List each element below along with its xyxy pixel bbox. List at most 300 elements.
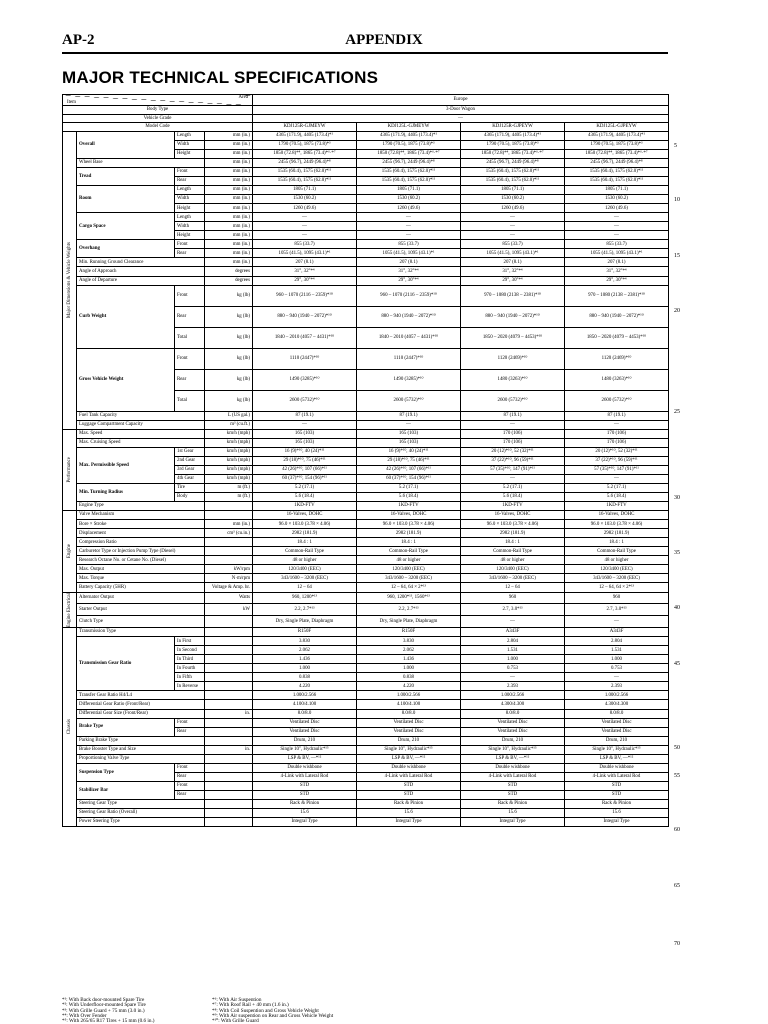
table-row [63, 511, 669, 520]
spec-value: 16-Valves, DOHC [565, 511, 669, 520]
row-item: Room [77, 186, 175, 213]
spec-value: — [461, 673, 565, 682]
table-row [63, 763, 669, 772]
spec-value: — [253, 213, 357, 222]
row-subitem: In Fifth [175, 673, 205, 682]
row-unit [205, 818, 253, 827]
spec-value: 165 (103) [253, 429, 357, 438]
row-unit [205, 556, 253, 565]
table-row [63, 547, 669, 556]
spec-value: 120/3400 (EEC) [461, 565, 565, 574]
page-title: MAJOR TECHNICAL SPECIFICATIONS [62, 68, 379, 87]
row-subitem: Front [175, 781, 205, 790]
spec-value: Drum, 210 [253, 736, 357, 745]
spec-value: 1480 (3263)*¹⁰ [461, 369, 565, 390]
spec-value: Integral Type [461, 818, 565, 827]
section-title: APPENDIX [345, 32, 423, 48]
spec-value: — [461, 213, 565, 222]
row-item: Stabilizer Bar [77, 781, 175, 799]
row-unit [205, 655, 253, 664]
spec-value: 8.0/8.0 [461, 709, 565, 718]
table-row [63, 583, 669, 592]
spec-value: 4-Link with Lateral Rod [357, 772, 461, 781]
spec-value: 1.531 [565, 646, 669, 655]
spec-value: 4-Link with Lateral Rod [565, 772, 669, 781]
row-item: Brake Type [77, 718, 175, 736]
row-unit: mm (in.) [205, 520, 253, 529]
row-unit: km/h (mph) [205, 456, 253, 465]
row-item: Alternator Output [77, 592, 205, 604]
row-unit: km/h (mph) [205, 429, 253, 438]
row-unit: km/h (mph) [205, 438, 253, 447]
table-row [63, 628, 669, 637]
spec-value: 96.0 × 103.0 (3.78 × 4.06) [357, 520, 461, 529]
spec-value: 970 – 1080 (2138 – 2381)*¹⁰ [461, 285, 565, 306]
spec-value: — [253, 222, 357, 231]
spec-value: 16 (9)*¹⁰, 40 (24)*¹¹ [253, 447, 357, 456]
footnote: *⁴: With Over Fender [62, 1012, 107, 1019]
spec-value: STD [253, 781, 357, 790]
spec-value: 1490 (3285)*¹⁰ [357, 369, 461, 390]
spec-value: 2982 (181.9) [461, 529, 565, 538]
spec-table [62, 94, 669, 827]
spec-value: 1KD-FTV [253, 502, 357, 511]
table-row [63, 799, 669, 808]
row-unit: kg (lb) [205, 306, 253, 327]
spec-value: 1055 (41.5), 1095 (43.1)*¹ [461, 249, 565, 258]
footnote: *⁶: With Air Suspention [212, 997, 262, 1003]
row-unit: kg (lb) [205, 327, 253, 348]
model-code-label: Model Code [63, 123, 253, 132]
row-unit: mm (in.) [205, 140, 253, 149]
table-row [63, 240, 669, 249]
row-unit: km/h (mph) [205, 447, 253, 456]
spec-value: 2.2, 2.7*¹³ [357, 604, 461, 616]
row-item: Angle of Approach [77, 267, 205, 276]
spec-value: 57 (35)*¹⁰, 147 (91)*¹¹ [461, 465, 565, 474]
spec-value: Ventilated Disc [253, 727, 357, 736]
row-subitem: 1st Gear [175, 447, 205, 456]
row-item: Differential Gear Size (Front/Rear) [77, 709, 205, 718]
row-unit [205, 799, 253, 808]
spec-value: 4365 (171.9), 4405 (173.4)*¹ [461, 131, 565, 140]
row-unit: m (ft.) [205, 483, 253, 492]
spec-value: Single 10", Hydraulic*¹⁵ [565, 745, 669, 754]
spec-value: 5.2 (17.1) [253, 483, 357, 492]
spec-value: 48 or higher [357, 556, 461, 565]
spec-value: 20 (12)*¹⁰, 52 (32)*¹¹ [565, 447, 669, 456]
spec-value: STD [357, 781, 461, 790]
vehicle-grade-label: Vehicle Grade [63, 114, 253, 123]
spec-value: 18.4 : 1 [253, 538, 357, 547]
spec-value: — [565, 673, 669, 682]
spec-value: 1535 (60.4), 1575 (62.0)*¹¹ [461, 167, 565, 176]
row-subitem: In Fourth [175, 664, 205, 673]
row-unit [205, 718, 253, 727]
row-unit [205, 700, 253, 709]
spec-value: 1.000/2.566 [253, 691, 357, 700]
spec-value: 1.436 [357, 655, 461, 664]
spec-value: LSP & BV, —*¹² [253, 754, 357, 763]
spec-value: 960 – 1070 (2116 – 2359)*¹⁰ [357, 285, 461, 306]
table-row [63, 438, 669, 447]
table-row [63, 502, 669, 511]
spec-value: 1260 (49.6) [461, 204, 565, 213]
spec-value: 970 – 1080 (2138 – 2381)*¹⁰ [565, 285, 669, 306]
table-row [63, 267, 669, 276]
spec-value: 16-Valves, DOHC [461, 511, 565, 520]
spec-value: 1120 (2469)*¹⁰ [565, 348, 669, 369]
spec-value: 37 (22)*¹⁰, 96 (59)*¹¹ [461, 456, 565, 465]
row-unit: kg (lb) [205, 369, 253, 390]
spec-value: STD [461, 781, 565, 790]
spec-value: Common-Rail Type [357, 547, 461, 556]
line-number: 15 [674, 253, 680, 259]
row-item: Compression Ratio [77, 538, 205, 547]
spec-value: Common-Rail Type [565, 547, 669, 556]
spec-value: 120/3400 (EEC) [357, 565, 461, 574]
spec-value: 165 (103) [357, 438, 461, 447]
spec-value: 15.6 [253, 809, 357, 818]
row-item: Clutch Type [77, 616, 205, 628]
spec-value: — [461, 231, 565, 240]
row-subitem: Front [175, 285, 205, 306]
row-unit: kW [205, 604, 253, 616]
spec-value: Double wishbone [357, 763, 461, 772]
row-unit: kg (lb) [205, 348, 253, 369]
spec-value: Rack & Pinion [461, 799, 565, 808]
row-unit: mm (in.) [205, 213, 253, 222]
spec-value: 1480 (3263)*¹⁰ [565, 369, 669, 390]
row-item: Max. Output [77, 565, 205, 574]
model-code: KDJ125L-GJMEYW [357, 123, 461, 132]
row-subitem: In First [175, 637, 205, 646]
spec-value: 2.062 [253, 646, 357, 655]
row-subitem: Width [175, 222, 205, 231]
spec-value: 0.838 [357, 673, 461, 682]
spec-value: R150F [253, 628, 357, 637]
row-subitem: Front [175, 348, 205, 369]
spec-value: 1790 (70.5), 1875 (73.8)*³ [461, 140, 565, 149]
group-label: Major Dimensions & Vehicle Weights [63, 131, 77, 429]
spec-value: 42 (26)*¹⁰, 107 (66)*¹¹ [253, 465, 357, 474]
table-row [63, 709, 669, 718]
table-row [63, 348, 669, 369]
footnote: *⁹: With Air suspention on Rear and Gross Vehicle Weight [212, 1012, 334, 1019]
spec-value: 29 (18)*¹⁰, 75 (46)*¹¹ [357, 456, 461, 465]
spec-value: 880 – 940 (1940 – 2072)*¹⁰ [357, 306, 461, 327]
spec-value: 12 – 64 [461, 583, 565, 592]
spec-value: 2455 (96.7), 2449 (96.4)*⁸ [253, 158, 357, 167]
spec-value: 1535 (60.4), 1575 (62.0)*¹¹ [461, 177, 565, 186]
table-row [63, 520, 669, 529]
row-subitem: Total [175, 390, 205, 411]
spec-value: 5.2 (17.1) [357, 483, 461, 492]
row-subitem: Front [175, 763, 205, 772]
group-label: Engine [63, 511, 77, 592]
row-unit: mm (in.) [205, 231, 253, 240]
spec-value: 1.000/2.566 [461, 691, 565, 700]
spec-value: Ventilated Disc [357, 718, 461, 727]
spec-value: 170 (106) [461, 438, 565, 447]
row-item: Carburetor Type or Injection Pump Type (Diesel) [77, 547, 205, 556]
spec-value: — [357, 222, 461, 231]
spec-value: 207 (8.1) [253, 258, 357, 267]
table-row [63, 754, 669, 763]
spec-value: 1840 – 2010 (4057 – 4431)*¹⁰ [253, 327, 357, 348]
row-unit: mm (in.) [205, 167, 253, 176]
footnote: *²: With Underfloor-mounted Spare Tire [62, 1002, 146, 1009]
row-subitem: Front [175, 240, 205, 249]
row-item: Starter Output [77, 604, 205, 616]
spec-value: 1790 (70.5), 1875 (73.8)*³ [253, 140, 357, 149]
spec-value: 8.0/8.0 [357, 709, 461, 718]
table-row [63, 718, 669, 727]
row-subitem: Height [175, 204, 205, 213]
spec-value: 1120 (2469)*¹⁰ [461, 348, 565, 369]
row-subitem: Tire [175, 483, 205, 492]
spec-value: 1260 (49.6) [253, 204, 357, 213]
vehicle-grade-value: — [253, 114, 669, 123]
footnote: *⁸: With Coil Suspention and Gross Vehicle Weight [212, 1007, 319, 1014]
spec-value: Ventilated Disc [461, 718, 565, 727]
spec-value: 2.062 [357, 646, 461, 655]
row-unit [205, 637, 253, 646]
spec-value: 1.000/2.566 [357, 691, 461, 700]
spec-value: — [565, 616, 669, 628]
spec-value: 15.6 [461, 809, 565, 818]
spec-value: 18.4 : 1 [357, 538, 461, 547]
row-subitem: 3rd Gear [175, 465, 205, 474]
spec-value: 1850 (72.8)*⁴, 1865 (73.4)*⁶·*⁷ [357, 149, 461, 158]
line-number: 55 [674, 773, 680, 779]
line-number: 70 [674, 941, 680, 947]
row-item: Suspension Type [77, 763, 175, 781]
spec-value: 29°, 30°*⁴ [357, 276, 461, 285]
spec-value: 8.0/8.0 [253, 709, 357, 718]
spec-value: 16-Valves, DOHC [357, 511, 461, 520]
spec-value: 1535 (60.4), 1575 (62.0)*¹¹ [357, 167, 461, 176]
row-subitem: In Second [175, 646, 205, 655]
row-unit [205, 763, 253, 772]
spec-value: 960, 1200*¹³, 1560*¹³ [357, 592, 461, 604]
row-subitem: Width [175, 195, 205, 204]
row-unit [205, 682, 253, 691]
row-item: Steering Gear Ratio (Overall) [77, 809, 205, 818]
spec-value: 1850 – 2020 (4079 – 4453)*¹⁰ [461, 327, 565, 348]
spec-value: 1055 (41.5), 1095 (43.1)*¹ [565, 249, 669, 258]
spec-value: 1850 (72.8)*⁴, 1865 (73.4)*⁶·*⁷ [461, 149, 565, 158]
spec-value: 1.436 [253, 655, 357, 664]
row-unit [205, 646, 253, 655]
spec-value: 1530 (60.2) [357, 195, 461, 204]
row-unit [205, 790, 253, 799]
spec-value: Double wishbone [253, 763, 357, 772]
spec-value: 2455 (96.7), 2449 (96.4)*⁸ [357, 158, 461, 167]
spec-value: LSP & BV, —*¹² [461, 754, 565, 763]
row-item: Min. Running Ground Clearance [77, 258, 205, 267]
spec-value: 2982 (181.9) [253, 529, 357, 538]
spec-value: STD [461, 790, 565, 799]
spec-value: 3.830 [357, 637, 461, 646]
row-item: Max. Speed [77, 429, 205, 438]
spec-value: Integral Type [253, 818, 357, 827]
spec-value: 207 (8.1) [461, 258, 565, 267]
spec-value: 18.4 : 1 [461, 538, 565, 547]
spec-value: 2600 (5732)*¹⁰ [253, 390, 357, 411]
spec-value: 2.804 [565, 637, 669, 646]
row-item: Proportioning Valve Type [77, 754, 205, 763]
row-unit: m (ft.) [205, 493, 253, 502]
area-value: Europe [253, 95, 669, 106]
spec-value: 12 – 64, 64 × 2*¹³ [565, 583, 669, 592]
row-item: Max. Cruising Speed [77, 438, 205, 447]
row-subitem: Rear [175, 369, 205, 390]
spec-value: 2982 (181.9) [357, 529, 461, 538]
table-row [63, 556, 669, 565]
row-item: Gross Vehicle Weight [77, 348, 175, 411]
table-row [63, 700, 669, 709]
row-item: Overhang [77, 240, 175, 258]
spec-value: — [565, 231, 669, 240]
footnote: *⁷: With Roof Rail + 40 mm (1.6 in.) [212, 1002, 289, 1009]
row-subitem: 4th Gear [175, 474, 205, 483]
group-label: Performance [63, 429, 77, 510]
spec-value: 343/1600 – 3200 (EEC) [253, 574, 357, 583]
spec-value: 880 – 940 (1940 – 2072)*¹⁰ [565, 306, 669, 327]
row-unit: in. [205, 709, 253, 718]
spec-value: — [461, 420, 565, 429]
spec-value: — [253, 231, 357, 240]
row-unit: cm³ (cu.in.) [205, 529, 253, 538]
footnote: *¹⁰: With Grille Guard [212, 1018, 259, 1024]
spec-value: Common-Rail Type [253, 547, 357, 556]
spec-value: 1850 (72.8)*⁴, 1865 (73.4)*⁶·*⁷ [565, 149, 669, 158]
line-number: 5 [674, 143, 677, 149]
row-item: Parking Brake Type [77, 736, 205, 745]
footnote: *⁵: With 265/65 R17 Tires + 15 mm (0.6 in.) [62, 1018, 155, 1024]
spec-value: 87 (19.1) [461, 411, 565, 420]
spec-value: 343/1600 – 3200 (EEC) [461, 574, 565, 583]
spec-value: STD [565, 781, 669, 790]
spec-value: 48 or higher [253, 556, 357, 565]
spec-value: 1790 (70.5), 1875 (73.8)*³ [357, 140, 461, 149]
spec-value: 12 – 64, 64 × 2*¹³ [357, 583, 461, 592]
row-unit [205, 781, 253, 790]
row-unit [205, 673, 253, 682]
spec-value: 4.220 [357, 682, 461, 691]
spec-value: 2600 (5732)*¹⁰ [461, 390, 565, 411]
spec-value: 2455 (96.7), 2449 (96.4)*⁸ [565, 158, 669, 167]
row-unit: degrees [205, 267, 253, 276]
spec-value: Dry, Single Plate, Diaphragm [253, 616, 357, 628]
row-subitem: Width [175, 140, 205, 149]
row-unit [205, 511, 253, 520]
row-unit: mm (in.) [205, 204, 253, 213]
row-unit [205, 691, 253, 700]
spec-value: 1535 (60.4), 1575 (62.0)*¹¹ [253, 167, 357, 176]
row-unit [205, 772, 253, 781]
spec-value: 1260 (49.6) [357, 204, 461, 213]
row-item: Displacement [77, 529, 205, 538]
spec-value: 29 (18)*¹⁰, 75 (46)*¹¹ [253, 456, 357, 465]
spec-value: 855 (33.7) [253, 240, 357, 249]
spec-value: 1535 (60.4), 1575 (62.0)*¹¹ [565, 177, 669, 186]
header-rule [62, 52, 668, 54]
spec-value: A343F [461, 628, 565, 637]
spec-value: 16-Valves, DOHC [253, 511, 357, 520]
row-unit [205, 736, 253, 745]
row-unit: kg (lb) [205, 390, 253, 411]
spec-value: 207 (8.1) [565, 258, 669, 267]
spec-value: 2.2, 2.7*¹³ [253, 604, 357, 616]
spec-value: Integral Type [357, 818, 461, 827]
spec-value: 1530 (60.2) [565, 195, 669, 204]
table-corner: Area Item [63, 95, 253, 106]
spec-value: — [253, 420, 357, 429]
table-row [63, 167, 669, 176]
row-subitem: Length [175, 186, 205, 195]
spec-value: 1.000 [253, 664, 357, 673]
row-subitem: Rear [175, 790, 205, 799]
spec-value: STD [565, 790, 669, 799]
spec-value: 5.6 (18.4) [565, 493, 669, 502]
spec-value: 170 (106) [565, 438, 669, 447]
spec-value: 1.000 [565, 655, 669, 664]
row-subitem: Height [175, 149, 205, 158]
line-number: 40 [674, 605, 680, 611]
spec-value: 1.000/2.566 [565, 691, 669, 700]
row-unit [205, 547, 253, 556]
spec-value: 1.000 [461, 655, 565, 664]
spec-value: 29°, 30°*⁴ [253, 276, 357, 285]
table-row [63, 258, 669, 267]
table-row [63, 186, 669, 195]
row-item: Overall [77, 131, 175, 158]
spec-value: 87 (19.1) [253, 411, 357, 420]
spec-value: 1KD-FTV [565, 502, 669, 511]
row-unit [205, 754, 253, 763]
row-subitem: Rear [175, 177, 205, 186]
row-unit [205, 538, 253, 547]
row-subitem: Height [175, 231, 205, 240]
line-number: 60 [674, 827, 680, 833]
spec-value: Drum, 210 [565, 736, 669, 745]
table-row [63, 429, 669, 438]
spec-value: — [357, 420, 461, 429]
spec-value: 2.7, 3.0*¹³ [461, 604, 565, 616]
row-unit [205, 502, 253, 511]
table-row [63, 213, 669, 222]
spec-value: 165 (103) [357, 429, 461, 438]
spec-value: 165 (103) [253, 438, 357, 447]
spec-value: 29°, 30°*⁴ [565, 276, 669, 285]
spec-value: 4.300/4.300 [565, 700, 669, 709]
model-code: KDJ125R-GJMEYW [253, 123, 357, 132]
spec-value: 4.100/4.100 [357, 700, 461, 709]
spec-value: — [461, 616, 565, 628]
spec-value: 5.2 (17.1) [565, 483, 669, 492]
table-row [63, 131, 669, 140]
spec-value: 0.753 [461, 664, 565, 673]
row-unit: kW/rpm [205, 565, 253, 574]
spec-value: 960 – 1070 (2116 – 2359)*¹⁰ [253, 285, 357, 306]
spec-value: 170 (106) [461, 429, 565, 438]
spec-value: 37 (22)*¹⁰, 96 (59)*¹¹ [565, 456, 669, 465]
spec-value: — [565, 222, 669, 231]
spec-value: Rack & Pinion [357, 799, 461, 808]
row-item: Max. Torque [77, 574, 205, 583]
